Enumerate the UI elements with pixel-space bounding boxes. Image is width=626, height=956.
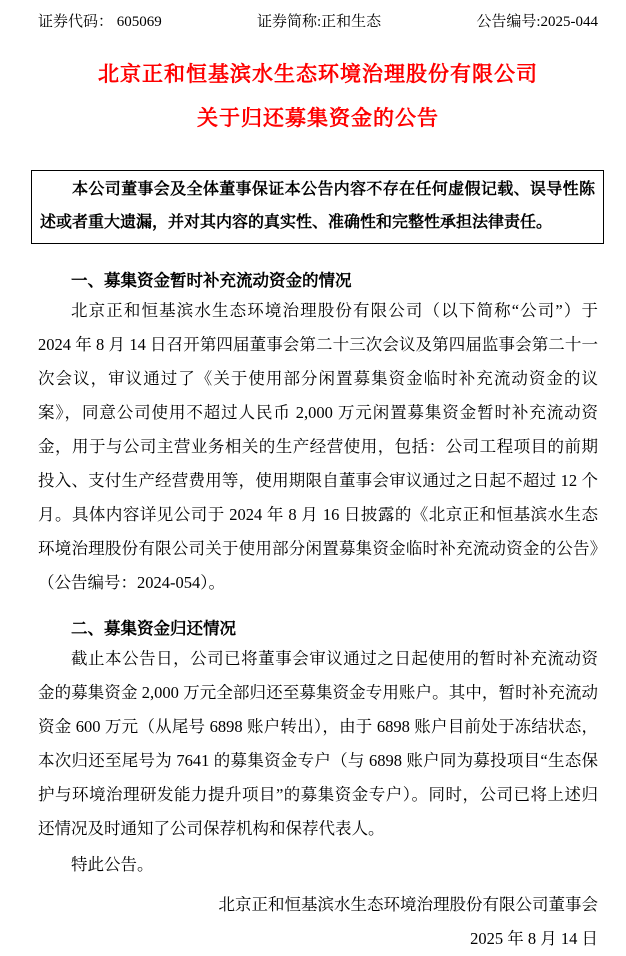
stock-name: 证券简称:正和生态: [256, 14, 382, 30]
section-2-paragraph: 截止本公告日，公司已将董事会审议通过之日起使用的暂时补充流动资金的募集资金 2,000 万元全部归还至募集资金专用账户。其中，暂时补充流动资金 600 万元（从尾号 6898 账户转出），由于 6898 账户目前处于冻结状态，本次归还至尾号为 7641 的募集资金专户（与 6898 账户同为募投项目“生态保护与环境治理研发能力提升项目”的募集资金专户）。同时，公司已将上述归还情况及时通知了公司保荐机构和保荐代表人。: [38, 649, 598, 838]
section-1-paragraph: 北京正和恒基滨水生态环境治理股份有限公司（以下简称“公司”）于 2024 年 8 月 14 日召开第四届董事会第二十三次会议及第四届监事会第二十一次会议，审议通过了《关于使用部分闲置募集资金临时补充流动资金的议案》，同意公司使用不超过人民币 2,000 万元闲置募集资金暂时补充流动资金，用于与公司主营业务相关的生产经营使用，包括：公司工程项目的前期投入、支付生产经营费用等，使用期限自董事会审议通过之日起不超过 12 个月。具体内容详见公司于 2024 年 8 月 16 日披露的《北京正和恒基滨水生态环境治理股份有限公司关于使用部分闲置募集资金临时补充流动资金的公告》（公告编号：2024-054）。: [38, 301, 598, 592]
section-1-heading: 一、募集资金暂时补充流动资金的情况: [71, 271, 352, 290]
title-line-subject: 关于归还募集资金的公告: [197, 106, 439, 130]
stock-code: 证券代码： 605069: [38, 14, 162, 30]
title-line-company: 北京正和恒基滨水生态环境治理股份有限公司: [98, 62, 538, 86]
signature-company: 北京正和恒基滨水生态环境治理股份有限公司董事会: [218, 895, 598, 914]
closing-statement: 特此公告。: [71, 855, 154, 874]
section-2-heading: 二、募集资金归还情况: [71, 619, 236, 638]
signature-date: 2025 年 8 月 14 日: [470, 929, 598, 948]
disclaimer-box: [31, 170, 604, 244]
disclaimer-text: 本公司董事会及全体董事保证本公告内容不存在任何虚假记载、误导性陈述或者重大遗漏，并对其内容的真实性、准确性和完整性承担法律责任。: [40, 181, 595, 231]
document-title: [38, 52, 598, 140]
announcement-number: 公告编号:2025-044: [476, 14, 598, 30]
document-header: [38, 12, 598, 32]
